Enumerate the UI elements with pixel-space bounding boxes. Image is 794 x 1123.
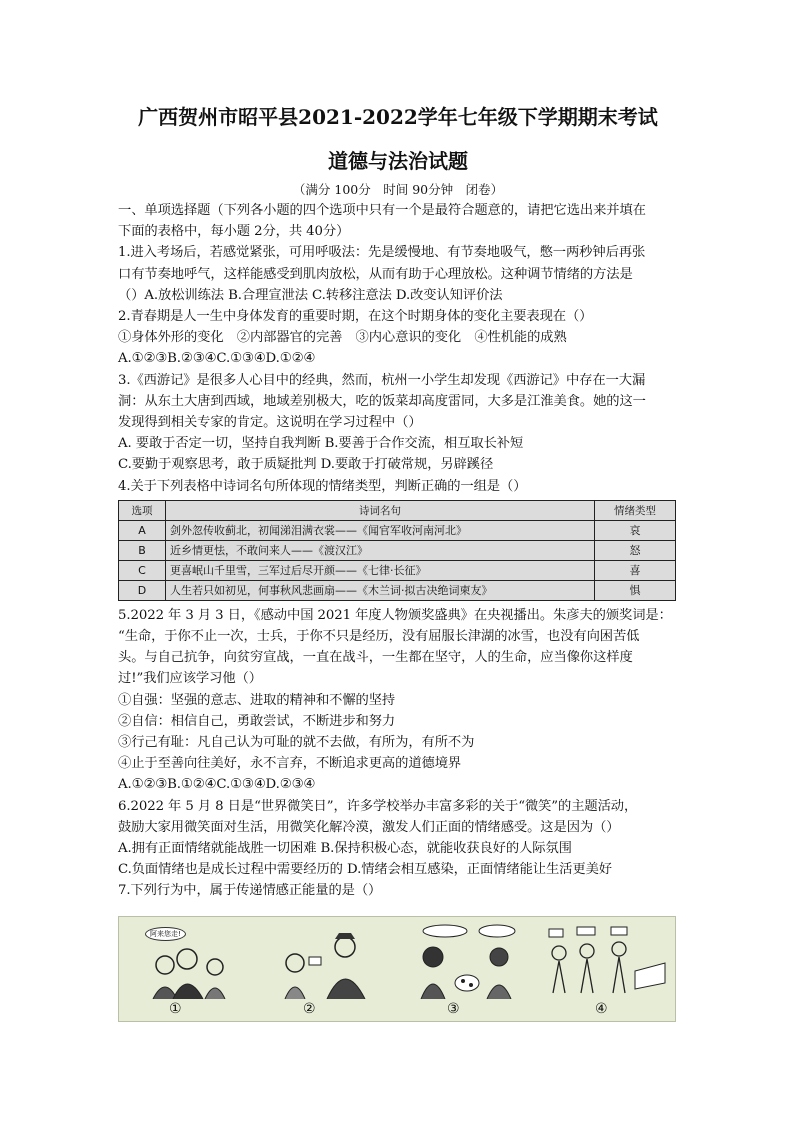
comic-panel-1 bbox=[125, 923, 251, 999]
exam-info: （满分 100分 时间 90分钟 闭卷） bbox=[292, 182, 504, 197]
question-text: 过!”我们应该学习他（） bbox=[118, 671, 262, 687]
question-options: A. 要敢于否定一切，坚持自我判断 B.要善于合作交流，相互取长补短 bbox=[118, 436, 524, 452]
panel-label: ① bbox=[169, 1000, 182, 1017]
comic-panel-3 bbox=[405, 923, 531, 999]
table-cell: A bbox=[119, 520, 166, 540]
question-7 bbox=[118, 880, 678, 1021]
exam-page bbox=[118, 98, 678, 1022]
exam-title: 广西贺州市昭平县2021-2022学年七年级下学期期末考试 bbox=[138, 105, 658, 129]
question-options: A.①②③B.②③④C.①③④D.①②④ bbox=[118, 351, 316, 367]
question-text: 6.2022 年 5 月 8 日是“世界微笑日”，许多学校举办丰富多彩的关于“微笑”的主题活动， bbox=[118, 798, 638, 814]
table-cell: 人生若只如初见，何事秋风悲画扇——《木兰词·拟古决绝词柬友》 bbox=[166, 580, 595, 600]
table-header: 情绪类型 bbox=[595, 500, 676, 520]
question-4 bbox=[118, 476, 678, 601]
table-cell: C bbox=[119, 560, 166, 580]
panel-label: ④ bbox=[595, 1000, 608, 1017]
panel-label: ② bbox=[303, 1000, 316, 1017]
question-text: 发现得到相关专家的肯定。这说明在学习过程中（） bbox=[118, 415, 422, 431]
question-text: 头。与自己抗争，向贫穷宣战，一直在战斗，一生都在坚守，人的生命，应当像你这样度 bbox=[118, 650, 633, 666]
comic-panel-4 bbox=[543, 923, 669, 999]
table-row bbox=[119, 520, 676, 540]
question-text: 3.《西游记》是很多人心目中的经典，然而，杭州一小学生却发现《西游记》中存在一大漏 bbox=[118, 372, 646, 388]
section-heading-line: 一、单项选择题（下列各小题的四个选项中只有一个是最符合题意的，请把它选出来并填在 bbox=[118, 203, 646, 218]
question-text: 洞：从东土大唐到西域，地域差别极大，吃的饭菜却高度雷同，大多是江淮美食。她的这一 bbox=[118, 393, 646, 409]
table-row bbox=[119, 540, 676, 560]
section-heading bbox=[118, 200, 678, 242]
question-text: 口有节奏地呼气，这样能感受到肌肉放松，从而有助于心理放松。这种调节情绪的方法是 bbox=[118, 266, 633, 282]
question-3 bbox=[118, 370, 678, 476]
table-cell: D bbox=[119, 580, 166, 600]
question-statement: ④止于至善向往美好，永不言弃，不断追求更高的道德境界 bbox=[118, 756, 462, 772]
panel-4-illustration bbox=[543, 923, 669, 999]
question-5 bbox=[118, 605, 678, 796]
table-header-row bbox=[119, 500, 676, 520]
comic-strip bbox=[118, 916, 676, 1022]
table-cell: 近乡情更怯，不敢问来人——《渡汉江》 bbox=[166, 540, 595, 560]
question-text: 1.进入考场后，若感觉紧张，可用呼吸法：先是缓慢地、有节奏地吸气，憋一两秒钟后再张 bbox=[118, 245, 646, 261]
table-cell: B bbox=[119, 540, 166, 560]
question-text: 7.下列行为中，属于传递情感正能量的是（） bbox=[118, 883, 382, 899]
table-cell: 怒 bbox=[595, 540, 676, 560]
table-cell: 惧 bbox=[595, 580, 676, 600]
question-statement: ②自信：相信自己，勇敢尝试，不断进步和努力 bbox=[118, 713, 396, 729]
question-options: C.要勤于观察思考，敢于质疑批判 D.要敢于打破常规，另辟蹊径 bbox=[118, 457, 494, 473]
panel-3-illustration bbox=[405, 923, 531, 999]
question-options: A.拥有正面情绪就能战胜一切困难 B.保持积极心态，就能收获良好的人际氛围 bbox=[118, 841, 572, 857]
table-cell: 剑外忽传收蓟北，初闻涕泪满衣裳——《闻官军收河南河北》 bbox=[166, 520, 595, 540]
table-row bbox=[119, 560, 676, 580]
question-statements: ①身体外形的变化 ②内部器官的完善 ③内心意识的变化 ④性机能的成熟 bbox=[118, 330, 567, 346]
comic-panel-2 bbox=[265, 923, 391, 999]
question-options: （）A.放松训练法 B.合理宣泄法 C.转移注意法 D.改变认知评价法 bbox=[118, 287, 503, 303]
question-options: A.①②③B.①②④C.①③④D.②③④ bbox=[118, 777, 316, 793]
table-cell: 更喜岷山千里雪，三军过后尽开颜——《七律·长征》 bbox=[166, 560, 595, 580]
speech-bubble: 阿来您走! bbox=[145, 927, 186, 941]
section-heading-line: 下面的表格中，每小题 2分，共 40分） bbox=[118, 224, 350, 240]
question-statement: ①自强：坚强的意志、进取的精神和不懈的坚持 bbox=[118, 692, 396, 708]
panel-1-illustration bbox=[125, 923, 251, 999]
question-text: “生命，于你不止一次，士兵，于你不只是经历，没有屈服长津湖的冰雪，也没有向困苦低 bbox=[118, 629, 640, 645]
table-cell: 喜 bbox=[595, 560, 676, 580]
table-row bbox=[119, 580, 676, 600]
question-text: 2.青春期是人一生中身体发育的重要时期，在这个时期身体的变化主要表现在（） bbox=[118, 309, 593, 325]
question-options: C.负面情绪也是成长过程中需要经历的 D.情绪会相互感染，正面情绪能让生活更美好 bbox=[118, 862, 612, 878]
question-text: 鼓励大家用微笑面对生活，用微笑化解冷漠，激发人们正面的情绪感受。这是因为（） bbox=[118, 819, 620, 835]
panel-label: ③ bbox=[447, 1000, 460, 1017]
table-cell: 哀 bbox=[595, 520, 676, 540]
question-6 bbox=[118, 796, 678, 881]
question-text: 5.2022 年 3 月 3 日，《感动中国 2021 年度人物颁奖盛典》在央视播出。朱彦夫的颁奖词是： bbox=[118, 607, 672, 623]
poems-table bbox=[118, 500, 676, 601]
question-text: 4.关于下列表格中诗词名句所体现的情绪类型，判断正确的一组是（） bbox=[118, 478, 527, 494]
table-header: 诗词名句 bbox=[166, 500, 595, 520]
question-statement: ③行己有耻：凡自己认为可耻的就不去做，有所为，有所不为 bbox=[118, 735, 475, 751]
panel-2-illustration bbox=[265, 923, 391, 999]
table-header: 选项 bbox=[119, 500, 166, 520]
question-1 bbox=[118, 242, 678, 306]
exam-subject-title: 道德与法治试题 bbox=[328, 149, 468, 173]
question-2 bbox=[118, 306, 678, 370]
